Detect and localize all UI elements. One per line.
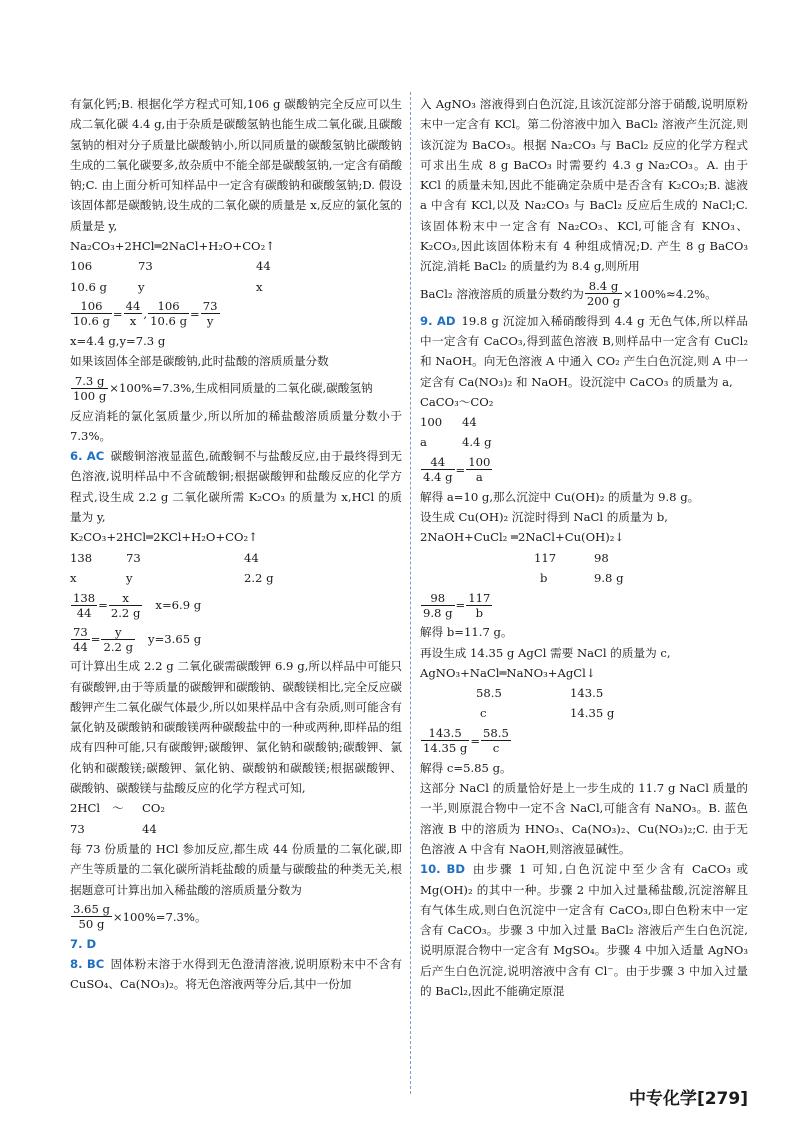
fraction-equation: $\frac{73}{44}$ = $\frac{y}{2.2 g}$ y=3.65 g [73, 624, 202, 654]
result: x=4.4 g,y=7.3 g [70, 333, 166, 348]
ratio-row: 117 98 [534, 550, 609, 565]
fraction-equation: $\frac{7.3 g}{100 g}$ ×100%=7.3%,生成相同质量的二氧化碳,碳酸氢钠 [73, 374, 373, 404]
fraction-equation: $\frac{98}{9.8 g}$ = $\frac{117}{b}$ [423, 590, 491, 620]
question-9: 9. AD 19.8 g 沉淀加入稀硝酸得到 4.4 g 无色气体,所以样品中一定含有 CaCO₃,得到蓝色溶液 B,则样品中一定含有 CuCl₂ 和 NaOH。向无色溶液 A 中通入 CO₂ 产生白色沉淀,则 A 中一定含有 Ca(NO₃)₂ 和 NaOH。设沉淀中 CaCO₃ 的质量为 a, [420, 313, 748, 389]
ratio-row: x y 2.2 g [70, 570, 274, 585]
page-number: 279 [704, 1089, 741, 1109]
ratio-row: b 9.8 g [540, 570, 624, 585]
paragraph: 这部分 NaCl 的质量恰好是上一步生成的 11.7 g NaCl 质量的一半,则原混合物中一定不含 NaCl,可能含有 NaNO₃。B. 蓝色溶液 B 中的溶质为 HNO₃、Ca(NO₃)₂、Cu(NO₃)₂;C. 由于无色溶液 A 中含有 NaOH,则溶液显碱性。 [420, 781, 748, 856]
paragraph: 解得 a=10 g,那么沉淀中 Cu(OH)₂ 的质量为 9.8 g。 [420, 489, 700, 504]
paragraph: 入 AgNO₃ 溶液得到白色沉淀,且该沉淀部分溶于硝酸,说明原粉末中一定含有 KCl。第二份溶液中加入 BaCl₂ 溶液产生沉淀,则该沉淀为 BaCO₃。根据 Na₂CO₃ 与 BaCl₂ 反应的化学方程式可求出生成 8 g BaCO₃ 时需要约 4.3 g Na₂CO₃。A. 由于 KCl 的质量未知,因此不能确定杂质中是否含有 K₂CO₃;B. 滤液 a 中含有 KCl,以及 Na₂CO₃ 与 BaCl₂ 反应后生成的 NaCl;C. 该固体粉末中一定含有 Na₂CO₃、KCl,可能含有 KNO₃、K₂CO₃,因此该固体粉末有 4 种组成情况;D. 产生 8 g BaCO₃ 沉淀,消耗 BaCl₂ 的质量约为 8.4 g,则所用 [420, 97, 748, 274]
equation: 2NaOH+CuCl₂ ═2NaCl+Cu(OH)₂↓ [420, 530, 625, 545]
equation: AgNO₃+NaCl═NaNO₃+AgCl↓ [420, 665, 596, 680]
question-6: 6. AC 碳酸铜溶液显蓝色,硫酸铜不与盐酸反应,由于最终得到无色溶液,说明样品中不含硫酸铜;根据碳酸钾和盐酸反应的化学方程式,设生成 2.2 g 二氧化碳所需 K₂CO₃ 的质量为 x,HCl 的质量为 y, [70, 449, 402, 525]
equation: K₂CO₃+2HCl═2KCl+H₂O+CO₂↑ [70, 530, 258, 545]
fraction-equation: $\frac{3.65 g}{50 g}$ ×100%=7.3%。 [73, 902, 207, 932]
paragraph: 每 73 份质量的 HCl 参加反应,都生成 44 份质量的二氧化碳,即产生等质量的二氧化碳所消耗盐酸的质量与碳酸盐的种类无关,根据题意可计算出加入稀盐酸的溶质质量分数为 [70, 841, 402, 897]
ratio-row: c 14.35 g [480, 706, 615, 721]
paragraph: 设生成 Cu(OH)₂ 沉淀时得到 NaCl 的质量为 b, [420, 510, 668, 525]
fraction-equation: $\frac{106}{10.6 g}$ = $\frac{44}{x}$ , $\frac{106}{10.6 g}$ = $\frac{73}{y}$ [73, 299, 218, 329]
page-footer: 中专化学[279] [628, 1089, 748, 1109]
ratio-row: 73 44 [70, 821, 157, 836]
relation: CaCO₃～CO₂ [420, 394, 494, 409]
paragraph: 如果该固体全部是碳酸钠,此时盐酸的溶质质量分数 [70, 354, 329, 369]
question-8: 8. BC 固体粉末溶于水得到无色澄清溶液,说明原粉末中不含有 CuSO₄、Ca(NO₃)₂。将无色溶液两等分后,其中一份加 [70, 957, 402, 992]
left-column [70, 94, 402, 995]
right-column [420, 94, 748, 1001]
fraction-equation: $\frac{143.5}{14.35 g}$ = $\frac{58.5}{c}$ [423, 726, 509, 756]
ratio-row: a 4.4 g [420, 435, 492, 450]
ratio-row: 58.5 143.5 [476, 686, 604, 701]
question-7: 7. D [70, 936, 97, 951]
fraction-equation: $\frac{138}{44}$ = $\frac{x}{2.2 g}$ x=6.9 g [73, 590, 202, 620]
question-10: 10. BD 由步骤 1 可知,白色沉淀中至少含有 CaCO₃ 或 Mg(OH)₂ 的其中一种。步骤 2 中加入过量稀盐酸,沉淀溶解且有气体生成,则白色沉淀中一定含有 CaCO₃,即白色粉末中一定含有 CaCO₃。步骤 3 中加入过量 BaCl₂ 溶液后产生白色沉淀,说明原混合物中一定含有 MgSO₄。步骤 4 中加入适量 AgNO₃ 后产生白色沉淀,说明溶液中含有 Cl⁻。由于步骤 3 中加入过量的 BaCl₂,因此不能确定原混 [420, 862, 748, 998]
fraction-equation: BaCl₂ 溶液溶质的质量分数约为 $\frac{8.4 g}{200 g}$ ×100%≈4.2%。 [420, 279, 717, 309]
ratio-row: 138 73 44 [70, 550, 259, 565]
ratio-row: 106 73 44 [70, 259, 271, 274]
paragraph: 解得 b=11.7 g。 [420, 625, 513, 640]
paragraph: 可计算出生成 2.2 g 二氧化碳需碳酸钾 6.9 g,所以样品中可能只有碳酸钾,由于等质量的碳酸钾和碳酸钠、碳酸镁相比,完全反应碳酸钾产生二氧化碳气体最少,所以如果样品中含有杂质,则可能含有氯化钠及碳酸钠和碳酸镁两种碳酸盐中的一种或两种,即样品的组成有四种可能,只有碳酸钾;碳酸钾、氯化钠和碳酸钠;碳酸钾、氯化钠和碳酸镁;碳酸钾、氯化钠、碳酸钠和碳酸镁;根据碳酸钾、碳酸钠、碳酸镁与盐酸反应的化学方程式可知, [70, 659, 402, 796]
fraction-equation: $\frac{44}{4.4 g}$ = $\frac{100}{a}$ [423, 455, 491, 485]
ratio-row: 10.6 g y x [70, 279, 263, 294]
paragraph: 解得 c=5.85 g。 [420, 760, 512, 775]
paragraph: 反应消耗的氯化氢质量少,所以所加的稀盐酸溶质质量分数小于 7.3%。 [70, 408, 402, 443]
column-divider [410, 92, 411, 1094]
equation: Na₂CO₃+2HCl═2NaCl+H₂O+CO₂↑ [70, 239, 275, 254]
paragraph: 再设生成 14.35 g AgCl 需要 NaCl 的质量为 c, [420, 645, 671, 660]
paragraph: 有氯化钙;B. 根据化学方程式可知,106 g 碳酸钠完全反应可以生成二氧化碳 4.4 g,由于杂质是碳酸氢钠也能生成二氧化碳,且碳酸氢钠的相对分子质量比碳酸钠小,所以同质量的碳酸氢钠比碳酸钠生成的二氧化碳要多,故杂质中不能全部是碳酸氢钠,一定含有硝酸钠;C. 由上面分析可知样品中一定含有碳酸钠和碳酸氢钠;D. 假设该固体都是碳酸钠,设生成的二氧化碳的质量是 x,反应的氯化氢的质量是 y, [70, 97, 402, 233]
ratio-row: 2HCl ～ CO₂ [70, 801, 166, 816]
ratio-row: 100 44 [420, 415, 477, 430]
subject-label: 中专化学 [628, 1089, 697, 1109]
